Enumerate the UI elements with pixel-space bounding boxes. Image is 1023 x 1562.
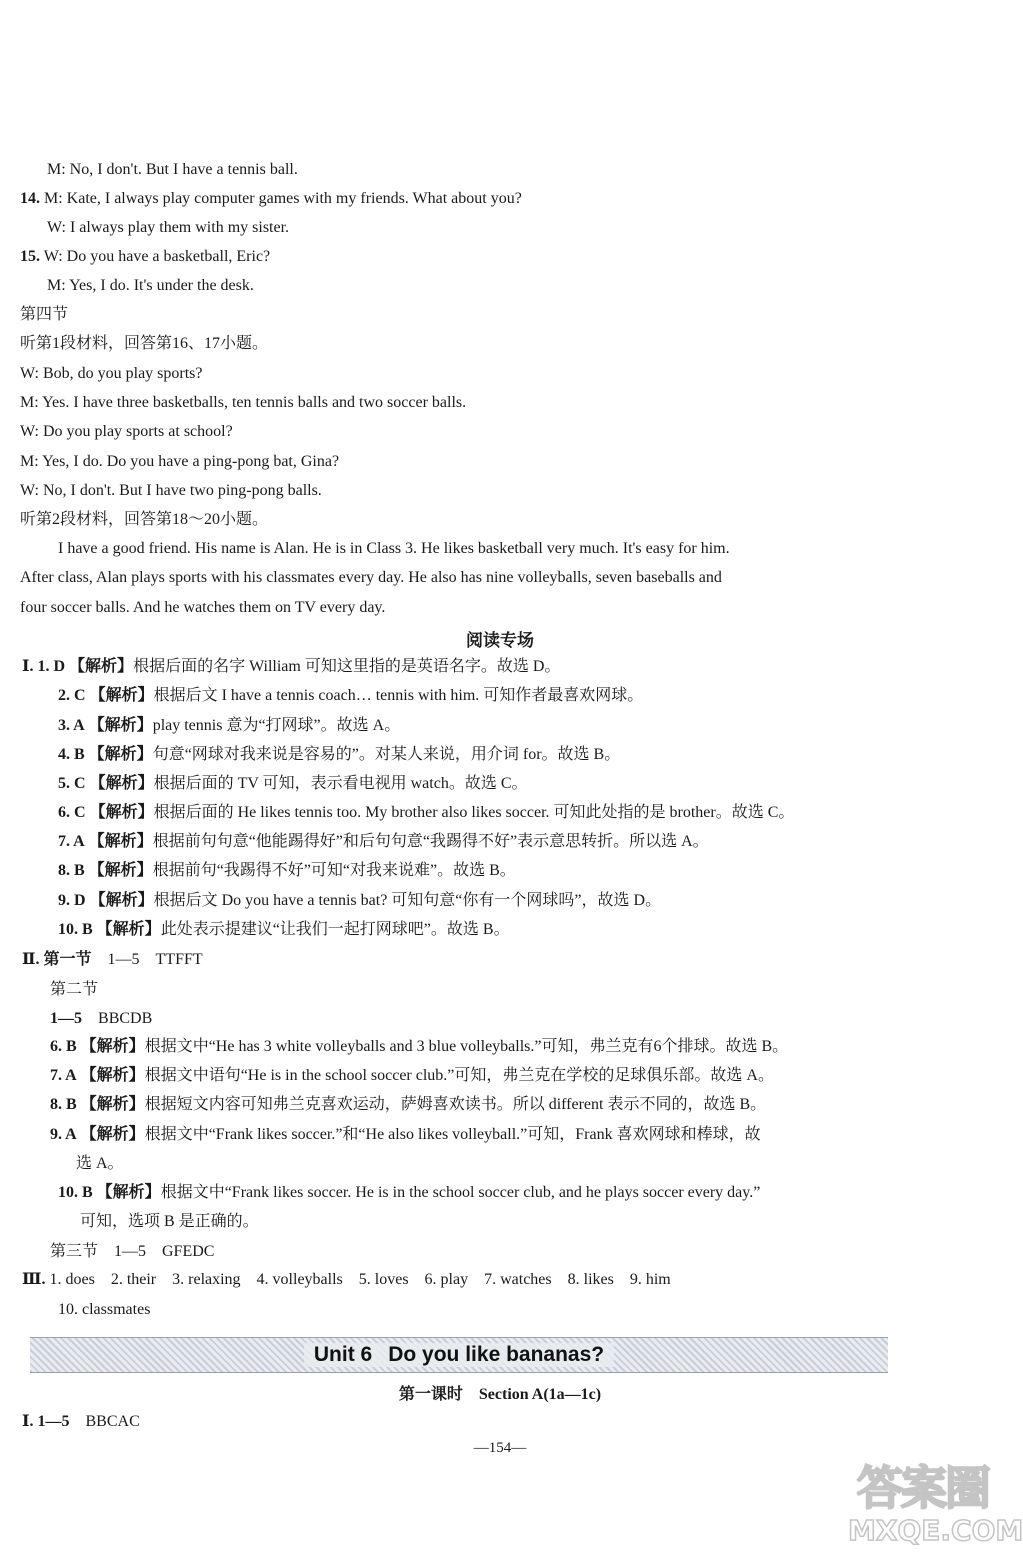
text-line: 15. W: Do you have a basketball, Eric?: [20, 248, 271, 265]
text-line: W: Bob, do you play sports?: [20, 365, 203, 382]
answer-line: 8. B 【解析】根据前句“我踢得不好”可知“对我来说难”。故选 B。: [58, 862, 516, 879]
text-line: W: No, I don't. But I have two ping-pong balls.: [20, 482, 322, 499]
answer-line: 10. classmates: [58, 1301, 151, 1318]
answer-line: 可知，选项 B 是正确的。: [80, 1213, 259, 1230]
answer-line: 6. C 【解析】根据后面的 He likes tennis too. My brother also likes soccer. 可知此处指的是 brother。故选 C。: [58, 804, 795, 821]
unit-banner: [30, 1337, 888, 1373]
text-line: M: Yes, I do. It's under the desk.: [47, 277, 254, 294]
answer-line: 5. C 【解析】根据后面的 TV 可知，表示看电视用 watch。故选 C。: [58, 775, 528, 792]
answer-line: 第三节 1—5 GFEDC: [50, 1243, 215, 1260]
text-line: 听第2段材料，回答第18～20小题。: [20, 511, 269, 528]
text-line: M: Yes. I have three basketballs, ten tennis balls and two soccer balls.: [20, 394, 467, 411]
section-heading: 第四节: [20, 306, 69, 323]
text-line: W: Do you play sports at school?: [20, 423, 233, 440]
text-line: 14. M: Kate, I always play computer games with my friends. What about you?: [20, 190, 522, 207]
text-line: M: No, I don't. But I have a tennis ball.: [47, 161, 298, 178]
text-line: W: I always play them with my sister.: [47, 219, 290, 236]
reading-title: 阅读专场: [466, 631, 534, 650]
text-line: 听第1段材料，回答第16、17小题。: [20, 335, 269, 352]
answer-line: Ⅰ. 1—5 BBCAC: [22, 1413, 140, 1430]
answer-line: 4. B 【解析】句意“网球对我来说是容易的”。对某人来说，用介词 for。故选 B。: [58, 746, 621, 763]
lesson-title: 第一课时 Section A(1a—1c): [398, 1386, 602, 1403]
answer-line: 7. A 【解析】根据文中语句“He is in the school soccer club.”可知，弗兰克在学校的足球俱乐部。故选 A。: [50, 1067, 774, 1084]
answer-line: 2. C 【解析】根据后文 I have a tennis coach… tennis with him. 可知作者最喜欢网球。: [58, 687, 644, 704]
answer-line: 1—5 BBCDB: [50, 1010, 153, 1027]
answer-line: 7. A 【解析】根据前句句意“他能踢得好”和后句句意“我踢得不好”表示意思转折。所以选 A。: [58, 833, 709, 850]
watermark-logo: 答案圈: [857, 1461, 989, 1515]
section-heading: 第二节: [50, 981, 99, 998]
watermark: [848, 1448, 1023, 1558]
answer-line: 3. A 【解析】play tennis 意为“打网球”。故选 A。: [58, 717, 401, 734]
page-number: —154—: [473, 1440, 527, 1456]
answer-line: 8. B 【解析】根据短文内容可知弗兰克喜欢运动，萨姆喜欢读书。所以 different 表示不同的，故选 B。: [50, 1096, 767, 1113]
text-line: M: Yes, I do. Do you have a ping-pong bat, Gina?: [20, 453, 340, 470]
unit-title: Unit 6 Do you like bananas?: [304, 1343, 614, 1367]
text-line: After class, Alan plays sports with his classmates every day. He also has nine volleyballs, seven baseballs and: [20, 569, 722, 586]
answer-line: 10. B 【解析】此处表示提建议“让我们一起打网球吧”。故选 B。: [58, 921, 510, 938]
answer-line: 9. D 【解析】根据后文 Do you have a tennis bat? 可知句意“你有一个网球吗”，故选 D。: [58, 892, 662, 909]
answer-line: Ⅱ. 第一节 1—5 TTFFT: [22, 951, 203, 968]
text-line: four soccer balls. And he watches them on TV every day.: [20, 599, 386, 616]
answer-line: 选 A。: [76, 1155, 124, 1172]
watermark-url: MXQE.COM: [848, 1514, 1023, 1547]
answer-line: 6. B 【解析】根据文中“He has 3 white volleyballs and 3 blue volleyballs.”可知，弗兰克有6个排球。故选 B。: [50, 1038, 789, 1055]
text-line: I have a good friend. His name is Alan. He is in Class 3. He likes basketball very much. It's easy for him.: [58, 540, 730, 557]
answer-line: Ⅲ. 1. does 2. their 3. relaxing 4. volleyballs 5. loves 6. play 7. watches 8. likes 9. him: [22, 1271, 671, 1288]
answer-line: Ⅰ. 1. D 【解析】根据后面的名字 William 可知这里指的是英语名字。故选 D。: [22, 658, 561, 675]
answer-line: 10. B 【解析】根据文中“Frank likes soccer. He is in the school soccer club, and he plays soccer every day.”: [58, 1184, 761, 1201]
answer-line: 9. A 【解析】根据文中“Frank likes soccer.”和“He also likes volleyball.”可知，Frank 喜欢网球和棒球，故: [50, 1126, 761, 1143]
